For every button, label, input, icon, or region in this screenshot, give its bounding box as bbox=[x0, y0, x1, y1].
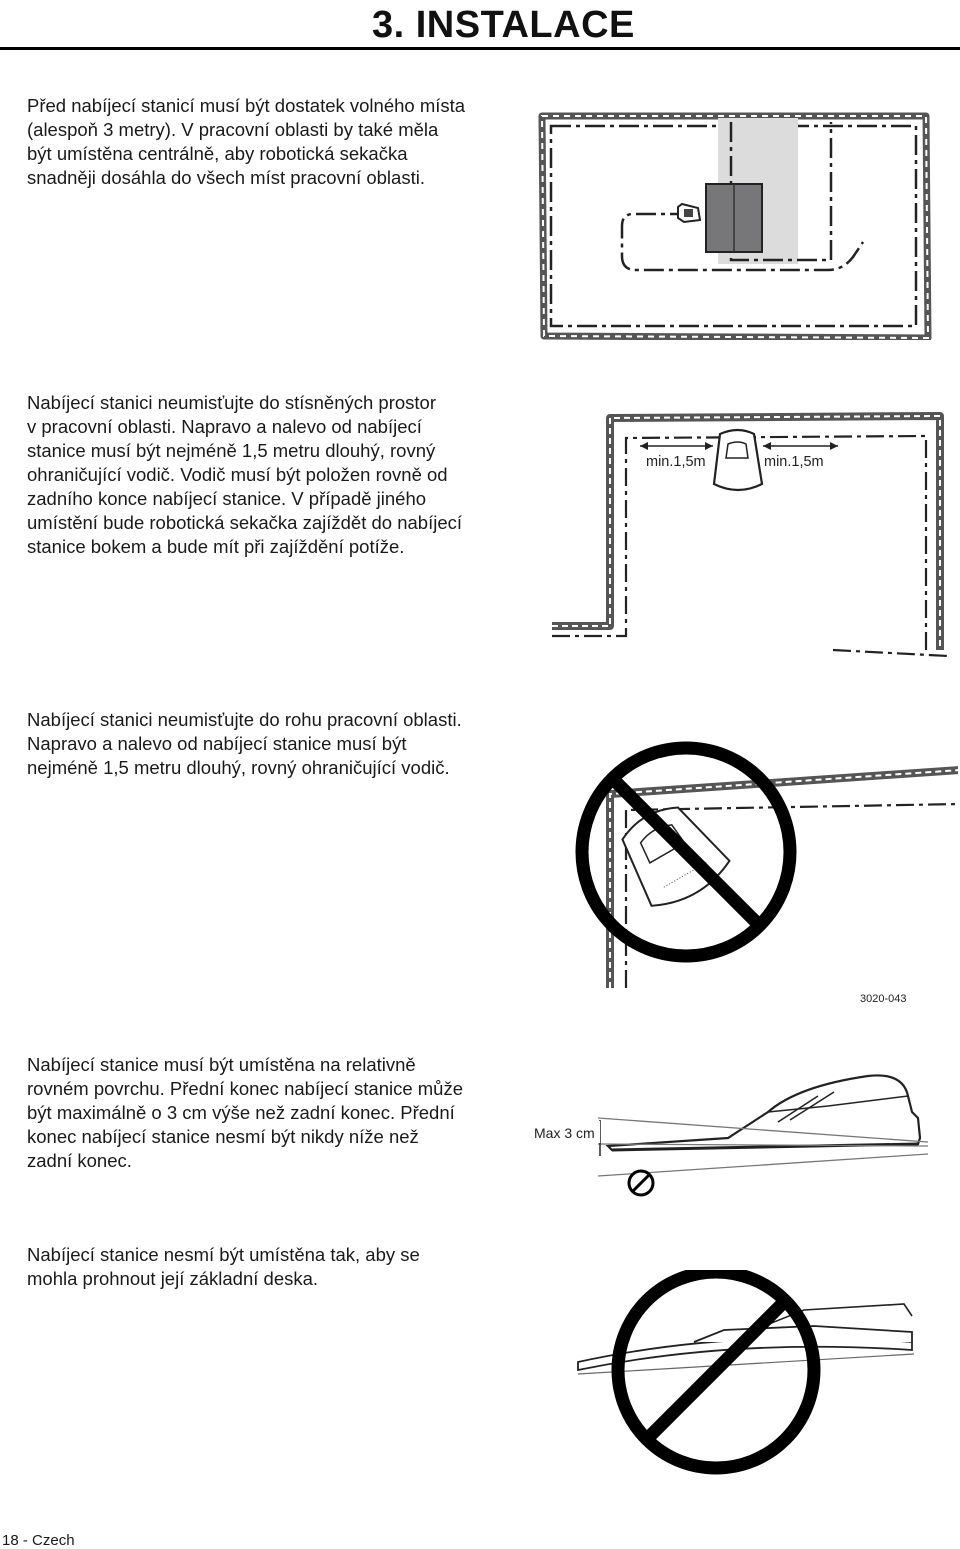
text-line: zadní konec. bbox=[27, 1150, 132, 1171]
text-line: nejméně 1,5 metru dlouhý, rovný ohraničující vodič. bbox=[27, 757, 450, 778]
text-line: být umístěna centrálně, aby robotická sekačka bbox=[27, 143, 408, 164]
text-line: Nabíjecí stanici neumisťujte do rohu pracovní oblasti. bbox=[27, 709, 462, 730]
charging-station-icon bbox=[612, 792, 735, 916]
text-line: Napravo a nalevo od nabíjecí stanice musí být bbox=[27, 733, 407, 754]
figure-work-area bbox=[538, 112, 932, 340]
text-line: mohla prohnout její základní deska. bbox=[27, 1268, 319, 1289]
charging-station-side-view bbox=[608, 1075, 920, 1150]
max-height-label: Max 3 cm bbox=[534, 1125, 595, 1141]
min-distance-right-label: min.1,5m bbox=[764, 454, 824, 470]
text-line: snadněji dosáhla do všech míst pracovní oblasti. bbox=[27, 167, 425, 188]
paragraph-narrow-space bbox=[27, 391, 462, 559]
page-title: 3. INSTALACE bbox=[372, 4, 635, 46]
paragraph-corner bbox=[27, 708, 462, 780]
figure-min-distance bbox=[548, 404, 950, 660]
text-line: v pracovní oblasti. Napravo a nalevo od nabíjecí bbox=[27, 416, 422, 437]
prohibited-small-icon bbox=[629, 1171, 653, 1195]
text-line: ohraničující vodič. Vodič musí být položen rovně od bbox=[27, 464, 448, 485]
text-line: (alespoň 3 metry). V pracovní oblasti by také měla bbox=[27, 119, 439, 140]
paragraph-open-space bbox=[27, 94, 465, 190]
text-line: zadního konce nabíjecí stanice. V případě jiného bbox=[27, 488, 427, 509]
figure-corner-prohibited bbox=[568, 738, 958, 1010]
header-rule bbox=[0, 47, 960, 50]
figure-slope bbox=[528, 1066, 928, 1202]
page-footer: 18 - Czech bbox=[2, 1532, 75, 1549]
text-line: Nabíjecí stanice musí být umístěna na relativně bbox=[27, 1054, 416, 1075]
charging-station-icon bbox=[714, 430, 762, 490]
text-line: rovném povrchu. Přední konec nabíjecí stanice může bbox=[27, 1078, 464, 1099]
text-line: být maximálně o 3 cm výše než zadní konec. Přední bbox=[27, 1102, 455, 1123]
paragraph-bent-base bbox=[27, 1243, 420, 1291]
paragraph-flat-surface bbox=[27, 1053, 463, 1173]
figure-bent-prohibited bbox=[574, 1270, 918, 1480]
text-line: Před nabíjecí stanicí musí být dostatek volného místa bbox=[27, 95, 466, 116]
mower-icon bbox=[678, 204, 700, 222]
text-line: Nabíjecí stanici neumisťujte do stísněných prostor bbox=[27, 392, 436, 413]
text-line: konec nabíjecí stanice nesmí být nikdy níže než bbox=[27, 1126, 419, 1147]
text-line: stanice musí být nejméně 1,5 metru dlouhý, rovný bbox=[27, 440, 436, 461]
page-header bbox=[0, 0, 960, 48]
text-line: Nabíjecí stanice nesmí být umístěna tak, aby se bbox=[27, 1244, 420, 1265]
min-distance-left-label: min.1,5m bbox=[646, 454, 706, 470]
text-line: umístění bude robotická sekačka zajíždět do nabíjecí bbox=[27, 512, 463, 533]
text-line: stanice bokem a bude mít při zajíždění potíže. bbox=[27, 536, 405, 557]
figure-code: 3020-043 bbox=[860, 993, 907, 1005]
